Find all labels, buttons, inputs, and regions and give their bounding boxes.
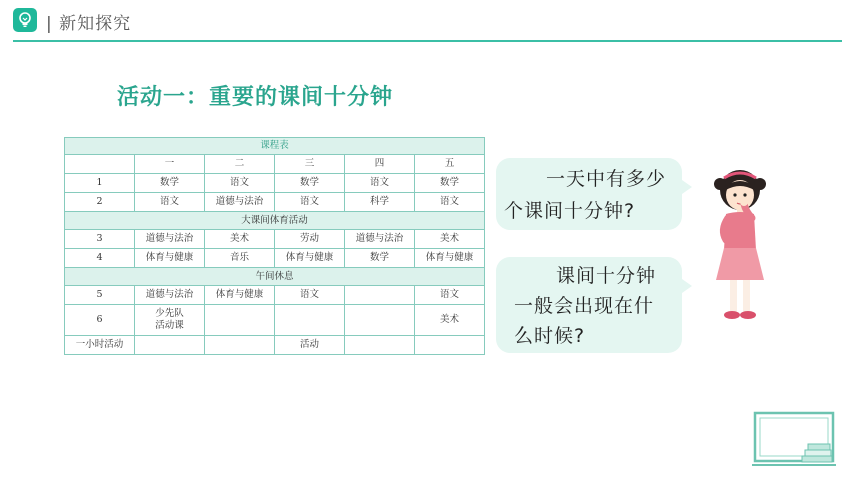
- table-row: [65, 336, 485, 355]
- lesson-cell: [415, 336, 485, 355]
- lesson-line: 少先队: [155, 308, 184, 319]
- schedule-corner-cell: [65, 155, 135, 174]
- speech-bubble-question-1: [496, 158, 682, 230]
- lesson-cell: 体育与健康: [135, 249, 205, 268]
- lesson-cell: 劳动: [275, 230, 345, 249]
- table-row: [65, 230, 485, 249]
- period-label: 5: [65, 286, 135, 305]
- bubble-text-line: 一般会出现在什: [514, 295, 655, 317]
- lesson-cell: 数学: [415, 174, 485, 193]
- lesson-line: 活动课: [155, 320, 184, 331]
- speech-bubble-question-2: [496, 257, 682, 353]
- lesson-cell: 体育与健康: [205, 286, 275, 305]
- lesson-cell: [345, 336, 415, 355]
- lesson-cell: 道德与法治: [135, 286, 205, 305]
- lightbulb-logo-icon: [13, 8, 37, 32]
- class-schedule-table: [64, 137, 485, 355]
- lesson-cell: 道德与法治: [205, 193, 275, 212]
- bubble-text-line: 课间十分钟: [556, 265, 657, 287]
- lesson-cell: 数学: [275, 174, 345, 193]
- lesson-cell: [135, 305, 205, 336]
- table-row: [65, 193, 485, 212]
- period-label: 一小时活动: [65, 336, 135, 355]
- lesson-cell: 活动: [275, 336, 345, 355]
- lesson-cell: 美术: [415, 305, 485, 336]
- lesson-cell: 数学: [345, 249, 415, 268]
- break-label: 大课间体育活动: [65, 212, 485, 230]
- lesson-cell: 语文: [345, 174, 415, 193]
- table-row: [65, 286, 485, 305]
- schedule-break-row: [65, 268, 485, 286]
- table-row: [65, 174, 485, 193]
- weekday-header: 四: [345, 155, 415, 174]
- lesson-cell: 音乐: [205, 249, 275, 268]
- weekday-header: 三: [275, 155, 345, 174]
- lesson-cell: 美术: [205, 230, 275, 249]
- header-divider: [13, 40, 842, 42]
- bubble-text-line: 一天中有多少: [546, 168, 667, 190]
- weekday-header: 二: [205, 155, 275, 174]
- break-label: 午间休息: [65, 268, 485, 286]
- lesson-cell: [205, 305, 275, 336]
- blackboard-icon: [750, 410, 845, 476]
- table-row: [65, 249, 485, 268]
- lesson-cell: 科学: [345, 193, 415, 212]
- weekday-header: 五: [415, 155, 485, 174]
- weekday-header: 一: [135, 155, 205, 174]
- period-label: 2: [65, 193, 135, 212]
- schedule-caption: 课程表: [65, 138, 485, 155]
- section-title: | 新知探究: [46, 14, 132, 34]
- lesson-cell: [345, 286, 415, 305]
- period-label: 6: [65, 305, 135, 336]
- header-bar: [0, 0, 860, 42]
- table-row: [65, 305, 485, 336]
- lesson-cell: [345, 305, 415, 336]
- lesson-cell: 语文: [415, 193, 485, 212]
- lesson-cell: [135, 336, 205, 355]
- lesson-cell: 语文: [135, 193, 205, 212]
- lesson-cell: 道德与法治: [135, 230, 205, 249]
- lesson-cell: 体育与健康: [415, 249, 485, 268]
- lesson-cell: 道德与法治: [345, 230, 415, 249]
- lesson-cell: 体育与健康: [275, 249, 345, 268]
- bubble-text-line: 么时候?: [514, 325, 586, 347]
- period-label: 4: [65, 249, 135, 268]
- lesson-cell: 语文: [275, 286, 345, 305]
- lesson-cell: [205, 336, 275, 355]
- schedule-header-row: [65, 155, 485, 174]
- activity-title: 活动一：重要的课间十分钟: [117, 85, 394, 110]
- bubble-text-line: 个课间十分钟?: [504, 200, 636, 222]
- lesson-cell: 数学: [135, 174, 205, 193]
- lesson-cell: 语文: [205, 174, 275, 193]
- lesson-cell: 语文: [415, 286, 485, 305]
- period-label: 3: [65, 230, 135, 249]
- thinking-girl-illustration: [706, 168, 776, 328]
- lesson-cell: 美术: [415, 230, 485, 249]
- schedule-caption-row: [65, 138, 485, 155]
- period-label: 1: [65, 174, 135, 193]
- lesson-cell: [275, 305, 345, 336]
- schedule-break-row: [65, 212, 485, 230]
- lesson-cell: 语文: [275, 193, 345, 212]
